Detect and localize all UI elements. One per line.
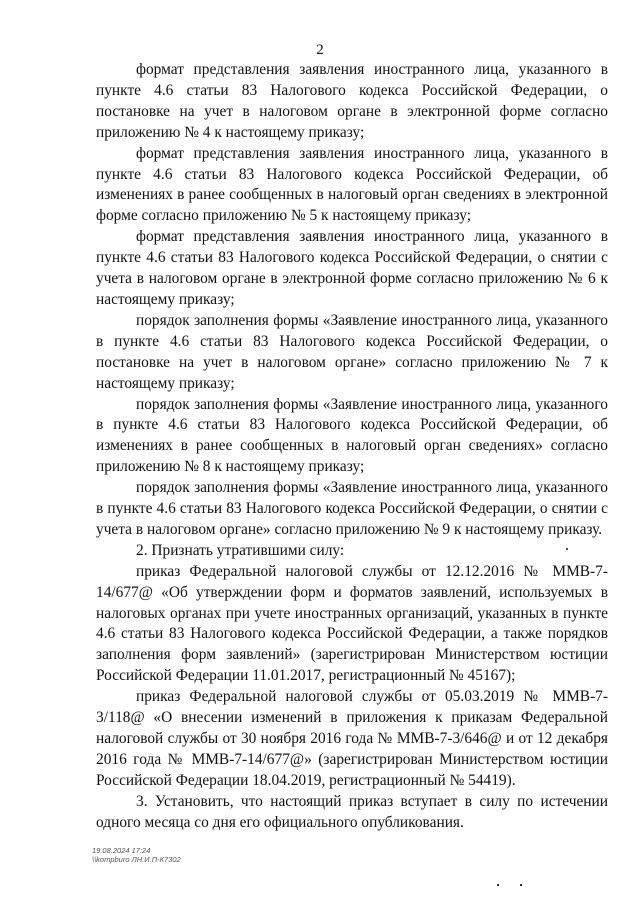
section-3-effective-date: 3. Установить, что настоящий приказ вступает в силу по истечении одного месяца со дня его официального опубликования. — [96, 792, 608, 831]
print-footer — [92, 846, 181, 864]
scan-artifact — [520, 884, 522, 886]
paragraph-appendix-9: порядок заполнения формы «Заявление иностранного лица, указанного в пункте 4.6 статьи 83 Налогового кодекса Российской Федерации, о снятии с учета в налоговом органе» согласно приложению № 9 к настоящему приказу. — [96, 479, 608, 538]
paragraph-appendix-4: формат представления заявления иностранного лица, указанного в пункте 4.6 статьи 83 Налогового кодекса Российской Федерации, о постановке на учет в налоговом органе в электронной форме согласно приложению № 4 к настоящему приказу; — [96, 61, 608, 141]
paragraph-appendix-7: порядок заполнения формы «Заявление иностранного лица, указанного в пункте 4.6 статьи 83 Налогового кодекса Российской Федерации, о постановке на учет в налоговом органе» согласно приложению № 7 к настоящему приказу; — [96, 311, 608, 392]
paragraph-appendix-8: порядок заполнения формы «Заявление иностранного лица, указанного в пункте 4.6 статьи 83 Налогового кодекса Российской Федерации, об изменениях в ранее сообщенных в налоговый орган сведениях» согласно приложению № 8 к настоящему приказу; — [96, 395, 608, 476]
scan-artifact — [497, 884, 499, 886]
page-number: 2 — [316, 42, 324, 58]
section-2-heading: 2. Признать утратившими силу: — [136, 541, 345, 559]
scan-artifact — [566, 548, 568, 550]
footer-source-path: \\kompburo ЛН.И.П-К7302 — [92, 855, 181, 864]
paragraph-appendix-5: формат представления заявления иностранного лица, указанного в пункте 4.6 статьи 83 Налогового кодекса Российской Федерации, об изменениях в ранее сообщенных в налоговый орган сведениях в электронной форме согласно приложению № 5 к настоящему приказу; — [96, 144, 608, 225]
paragraph-appendix-6: формат представления заявления иностранного лица, указанного в пункте 4.6 статьи 83 Налогового кодекса Российской Федерации, о снятии с учета в налоговом органе в электронной форме согласно приложению № 6 к настоящему приказу; — [96, 228, 608, 308]
paragraph-repealed-order-2: приказ Федеральной налоговой службы от 05.03.2019 № ММВ-7-3/118@ «О внесении изменений в приложения к приказам Федеральной налоговой службы от 30 ноября 2016 года № ММВ-7-3/646@ и от 12 декабря 2016 года № ММВ-7-14/677@» (зарегистрирован Министерством юстиции Российской Федерации 18.04.2019, регистрационный № 54419). — [96, 688, 608, 789]
document-body — [96, 60, 608, 834]
paragraph-repealed-order-1: приказ Федеральной налоговой службы от 12.12.2016 № ММВ-7-14/677@ «Об утверждении форм и форматов заявлений, используемых в налоговых органах при учете иностранных организаций, указанных в пункте 4.6 статьи 83 Налогового кодекса Российской Федерации, а также порядков заполнения форм заявлений» (зарегистрирован Министерством юстиции Российской Федерации 11.01.2017, регистрационный № 45167); — [96, 562, 608, 685]
footer-timestamp: 19.08.2024 17:24 — [92, 846, 151, 855]
